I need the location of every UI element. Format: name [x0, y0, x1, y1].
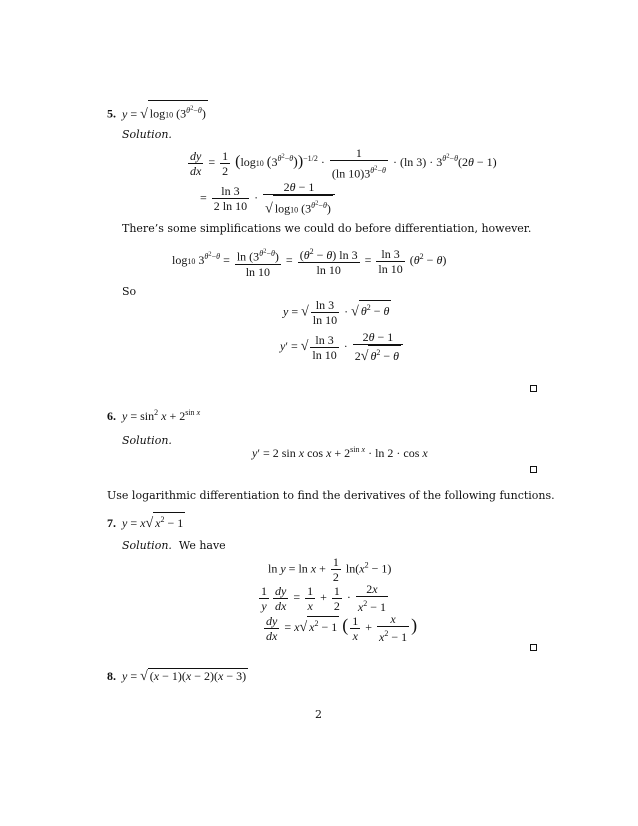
equation-5-result: = $\frac{\ln 3}{2 \ln 10}$ · $\frac{2\theta - 1}{√ \log 10 (3^{\theta^2-\theta})}$	[200, 180, 337, 218]
equation-5-simplify: log10 $3^{\theta^2-\theta}$ = $\frac{\ln (3^{\theta^2-\theta})}{\ln 10}$ = $\frac{(\theta^2 - \theta) \ln 3}{\ln 10}$ = $\frac{\ln 3}{\ln 10}$ $(\theta^2 - \theta)$	[172, 244, 446, 279]
equation-7-diff: $\frac{1}{y}$ $\frac{dy}{dx}$ = $\frac{1}{x}$ + $\frac{1}{2}$ · $\frac{2x}{x^2 - 1}$	[261, 582, 386, 614]
log-diff-instruction: Use logarithmic differentiation to find the derivatives of the following functions.	[107, 489, 555, 502]
qed-box	[530, 644, 537, 651]
problem-5	[107, 100, 208, 123]
problem-number: 6.	[107, 409, 116, 423]
solution-label: Solution.	[122, 434, 172, 447]
problem-7-statement: y = x√ $x^2 - 1$	[119, 516, 185, 530]
so-text: So	[122, 285, 137, 298]
solution-we-have: Solution. We have	[122, 539, 226, 552]
problem-number: 5.	[107, 106, 116, 121]
equation-7-result: $\frac{dy}{dx}$ = x√ $x^2 - 1$ ( $\frac{1}{x}$ + $\frac{x}{x^2 - 1}$ )	[266, 612, 418, 644]
simplify-note: There’s some simplifications we could do before differentiation, however.	[122, 222, 532, 235]
problem-number: 8.	[107, 669, 116, 683]
qed-box	[530, 385, 537, 392]
equation-6: y′ = 2 sin x $\cos x + 2^{sin x} \cdot \ln 2 \cdot \cos x$	[252, 445, 428, 460]
qed-box	[530, 466, 537, 473]
equation-5-y: y = √ $\frac{\ln 3}{\ln 10}$ · √ $\theta^2 - \theta$	[283, 298, 390, 327]
page-number: 2	[315, 708, 322, 721]
equation-5-yprime: y′ = √ $\frac{\ln 3}{\ln 10}$ · $\frac{2\theta - 1}{2√ \theta^2 - \theta}$	[280, 330, 405, 364]
problem-6-statement: $y = \sin^2 x + 2^{sin x}$	[122, 408, 201, 423]
equation-7-ln: ln y = ln x + $\frac{1}{2}$ $\ln(x^2 - 1)$	[268, 555, 392, 584]
problem-5-statement: y = √ log10 $(3^{\theta^2-\theta})$	[119, 107, 208, 121]
problem-number: 7.	[107, 516, 116, 530]
problem-7	[107, 512, 185, 532]
problem-8	[107, 668, 248, 685]
equation-5-derivative: $\frac{dy}{dx}$ = $\frac{1}{2}$ (log10 $(3^{\theta^2-\theta}))^{-1/2}$ · $\frac{1}{(\ln 10)3^{\theta^2-\theta}}$ · (ln $3) \cdot 3^{\theta^2-\theta}(2\theta - 1)$	[190, 146, 497, 181]
problem-8-statement: y = √ (x − 1)(x − 2)(x − 3)	[122, 669, 247, 684]
problem-6	[107, 408, 200, 424]
solution-label: Solution.	[122, 128, 172, 141]
